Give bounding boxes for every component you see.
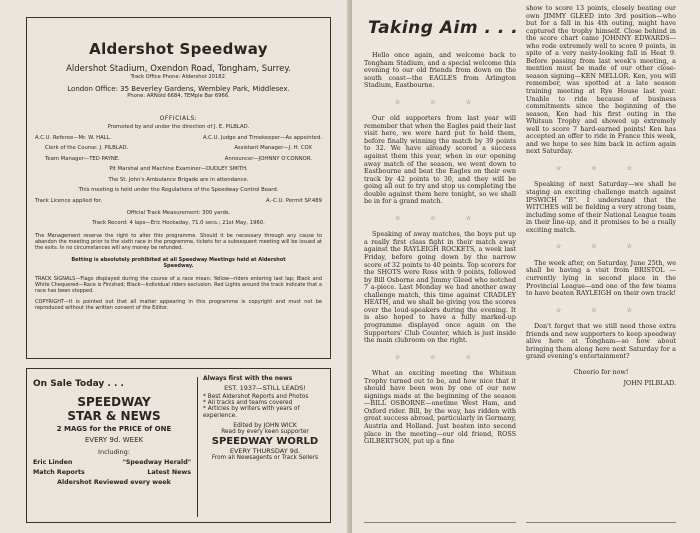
article-heading: Taking Aim . . . <box>368 18 519 38</box>
article-paragraph: Hello once again, and welcome back to Tongham Stadium, and a special welcome this evening to our old friends from down on the south coast—the EAGLES from Arlington Stadium, Eastbourne. <box>364 51 516 90</box>
regulations-line: This meeting is held under the Regulations of the Speedway Control Board. <box>78 187 279 193</box>
including-row-2 <box>33 469 195 476</box>
pit-marshal: Pit Marshal and Machine Examiner—DUDLEY SMITH. <box>109 166 248 172</box>
aldershot-reviewed: Aldershot Reviewed every week <box>57 479 171 486</box>
advert-box <box>26 368 331 523</box>
acu-judge: A.C.U. Judge and Timekeeper—As appointed. <box>202 134 322 141</box>
team-manager: Team Manager—TED PAYNE. <box>45 155 120 162</box>
speedway-world-title: SPEEDWAY WORLD <box>211 436 319 447</box>
signature: JOHN PILBLAD. <box>623 379 676 388</box>
programme-info-box <box>26 17 331 359</box>
article-paragraph: show to score 13 points, closely beating our own JIMMY GLEED into 3rd position—who but for a fall in his 4th outing, might have captured the trophy himself. Close behind in the score chart came JOHNNY EDWARDS—who rode extremely well to score 9 points, in spite of a very nasty-looking fall in Heat 9. Before passing from last week's meeting, a mention must be made of our other close-season signing—KEN MELLOR. Ken, you will remember, was spotted at a late season training meeting at Rye House last year. Unable to ride because of business commitments since the beginning of the season, Ken had his first outing in the Whitsun Trophy and showed up extremely well to score 7 hard-earned points! Ken has accepted an offer to ride in France this week, and we hope to see him back in action again next Saturday. <box>526 4 676 156</box>
stars-divider: ☆ ☆ ☆ <box>556 306 646 314</box>
stars-divider: ☆ ☆ ☆ <box>556 243 646 251</box>
article-column-1 <box>364 52 516 446</box>
track-licence: Track Licence applied for. <box>35 197 103 204</box>
bottom-rule-right <box>526 522 676 523</box>
programme-title: Aldershot Speedway <box>89 40 268 58</box>
bullet-2: * All tracks and teams covered <box>203 400 293 406</box>
copyright-notice: COPYRIGHT—It is pointed out that all matter appearing in this programme is copyright and must not be reproduced without the written consent of the Editor. <box>35 299 322 312</box>
article-paragraph: Our old supporters from last year will remember that when the Eagles paid their last visit here, we were hard put to hold them, before finally winning the match by 39 points to 32. We have already scored a success against them this year, when in our opening away match of the season, we went down to Eastbourne and beat the Eagles on their own track by 42 points to 30, and they will be going all out to try and stop us completing the double against them here tonight, so we shall be in for a grand match. <box>364 114 516 206</box>
referee-row <box>35 133 322 144</box>
including-label: Including: <box>98 448 130 456</box>
stars-divider: ☆ ☆ ☆ <box>556 164 646 172</box>
inc-match-reports: Match Reports <box>33 469 85 476</box>
officials-heading: OFFICIALS: <box>159 115 198 122</box>
track-measurement: Official Track Measurement: 300 yards. <box>126 210 231 216</box>
stars-divider: ☆ ☆ ☆ <box>395 98 485 106</box>
article-column-2 <box>526 5 676 388</box>
track-signals: TRACK SIGNALS—Flags displayed during the course of a race mean: Yellow—riders entering last lap; Black and White Chequered—Race is Finished; Black—Individual riders exclusion. Red Lights around the track indicate that a race has been stopped. <box>35 275 322 294</box>
assistant-manager: Assistant Manager—J. H. COX <box>234 145 312 151</box>
from-newsagents: From all Newsagents or Track Sellers <box>211 455 319 461</box>
article-paragraph: Don't forget that we still need those extra friends and new supporters to keep speedway alive here at Tongham—so how about bringing them along here next Saturday for a grand evening's entertainment? <box>526 322 676 361</box>
article-paragraph: Speaking of next Saturday—we shall be staging an exciting challenge match against IPSWICH "B". I understand that the WITCHES will be fielding a very strong team, including some of their National League team in their line-up, and it promises to be a really exciting match. <box>526 180 676 234</box>
article-paragraph: What an exciting meeting the Whitsun Trophy turned out to be, and how nice that it should have been won by one of our new signings made at the beginning of the season—BILL OSBORNE—onetime West Ham, and Oxford rider. Bill, by the way, has ridden with great success abroad, particularly in Germany, Austria and Holland. Just beaten into second place in the meeting—our old friend, ROSS GILBERTSON, put up a fine <box>364 369 516 446</box>
clerk: Clerk of the Course: J. PILBLAD. <box>45 145 129 151</box>
right-page <box>352 0 700 533</box>
edited-by: Edited by JOHN WICK <box>233 422 297 429</box>
inc-speedway-herald: "Speedway Herald" <box>122 459 191 466</box>
read-by: Read by every keen supporter <box>221 429 309 435</box>
track-phone: Track Office Phone: Aldershot 20182. <box>130 74 227 80</box>
clerk-row <box>35 143 322 154</box>
price-line: EVERY 9d. WEEK <box>84 436 144 444</box>
mag-title-2: STAR & NEWS <box>67 409 161 423</box>
article-paragraph: Speaking of away matches, the boys put up a really first class fight in their match away against the RAYLEIGH ROCKETS, a week last Friday, before going down by the narrow score of 32 points to 40 points. Top scorers for the SHOTS were Ross with 9 points, followed by Bill Osborne and Jimmy Gleed who notched 7 a-piece. Last Monday we had another away challenge match, this time against CRADLEY HEATH, and we shall be giving you the scores over the loud-speakers during the evening. It is also hoped to have a fully marked-up programme displayed once again on the Supporters' Club Counter, which is just inside the main clubroom on the right. <box>364 230 516 345</box>
on-sale-heading: On Sale Today . . . <box>33 379 124 389</box>
licence-row <box>35 196 322 207</box>
advert-divider <box>197 377 198 517</box>
promoted-line: Promoted by and under the direction of J. E. PILBLAD. <box>107 124 250 130</box>
est-line: EST. 1937—STILL LEADS! <box>224 384 306 392</box>
including-row-1 <box>33 459 195 466</box>
mag-title-1: SPEEDWAY <box>77 395 151 409</box>
cheerio-line: Cheerio for now! <box>573 367 629 376</box>
speedway-world-advert <box>203 375 327 461</box>
always-first: Always first with the news <box>203 375 293 382</box>
track-record: Track Record: 4 laps—Eric Hockaday, 71.0 secs.; 21st May, 1960. <box>92 219 265 226</box>
betting-notice: Betting is absolutely prohibited at all Speedway Meetings held at Aldershot Speedway. <box>71 257 286 270</box>
stars-divider: ☆ ☆ ☆ <box>395 214 485 222</box>
acu-permit: A.-C.U. Permit SP.489 <box>265 197 322 204</box>
management-notice: The Management reserve the right to alter this programme. Should it be necessary through any cause to abandon the meeting prior to the sixth race in the programme, tickets for a subsequent meeting will be issued at the exits. In no circumstances will any money be refunded. <box>35 232 322 251</box>
ambulance-line: The St. John's Ambulance Brigade are in attendance. <box>108 176 249 183</box>
article-paragraph: The week after, on Saturday, June 25th, we shall be having a visit from BRISTOL — currently lying in second place in the Provincial League—and one of the few teams to have beaten RAYLEIGH on their own track! <box>526 258 677 298</box>
stars-divider: ☆ ☆ ☆ <box>395 353 485 361</box>
inc-latest-news: Latest News <box>147 469 191 476</box>
team-row <box>35 154 322 165</box>
stadium-address: Aldershot Stadium, Oxendon Road, Tongham, Surrey. <box>66 64 291 74</box>
two-mags-offer: 2 MAGS for the PRICE of ONE <box>56 425 172 433</box>
bottom-rule-left <box>364 522 516 523</box>
bullet-1: * Best Aldershot Reports and Photos <box>203 394 309 400</box>
acu-referee: A.C.U. Referee—Mr. W. HALL. <box>35 134 112 141</box>
announcer: Announcer—JOHNNY O'CONNOR. <box>224 155 312 162</box>
thursday-line: EVERY THURSDAY 9d. <box>229 447 301 455</box>
bullet-3: * Articles by writers with years of experience. <box>203 406 300 419</box>
inc-eric-linden: Eric Linden <box>33 459 73 466</box>
london-phone: Phone: ARNold 6684, TEMple Bar 6966. <box>127 93 230 99</box>
london-office: London Office: 35 Beverley Gardens, Wembley Park, Middlesex. <box>67 85 290 93</box>
star-news-advert <box>33 379 195 486</box>
